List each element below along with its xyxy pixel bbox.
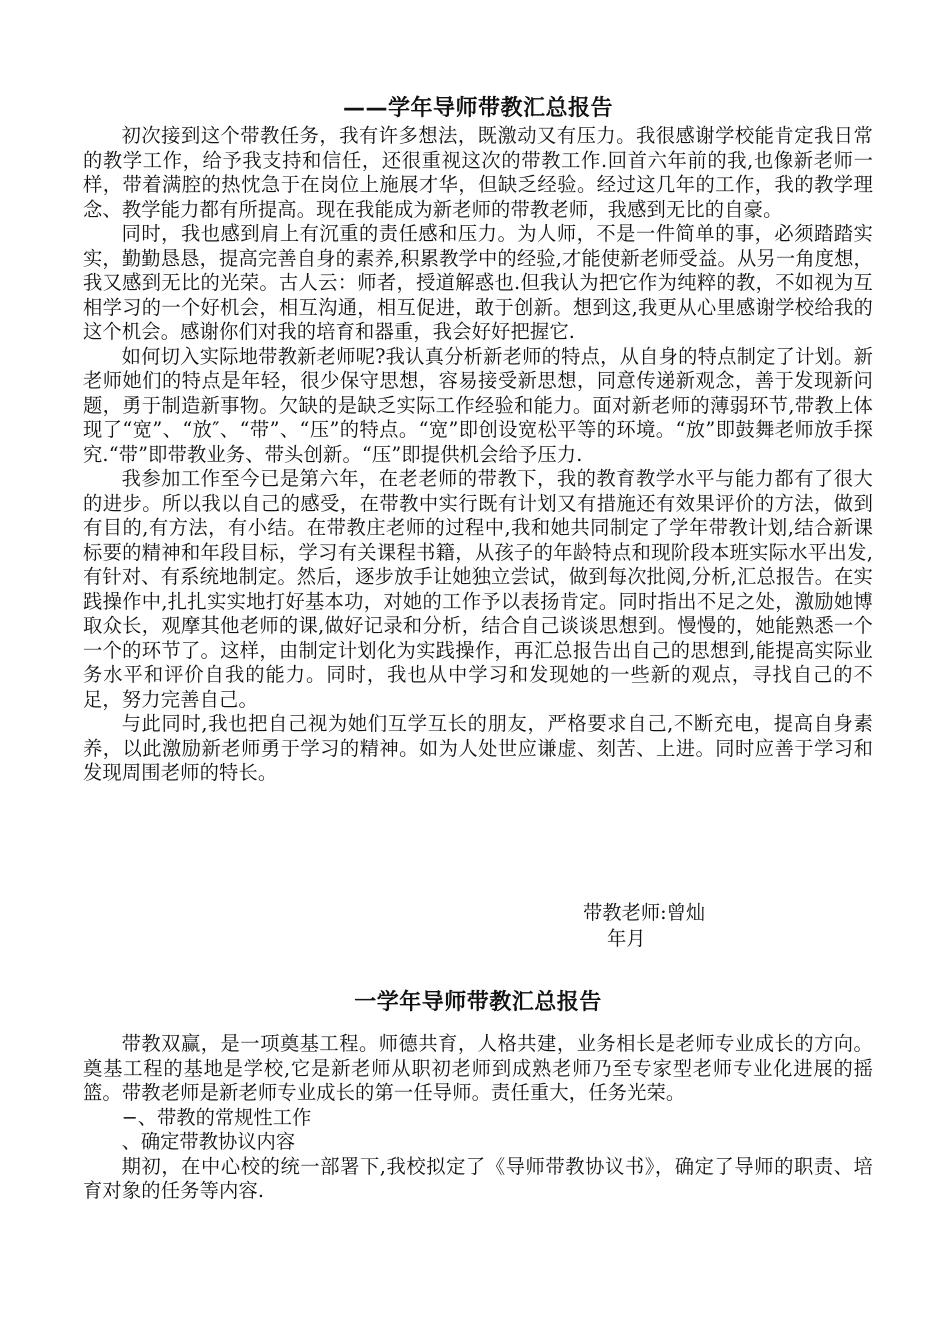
sub-heading: 、确定带教协议内容	[121, 1130, 296, 1153]
report-body-2	[83, 1032, 873, 1204]
signature-date: 年月	[607, 927, 646, 950]
signature-name: 带教老师:曾灿	[583, 901, 706, 924]
signature-block	[583, 900, 705, 952]
paragraph: 如何切入实际地带教新老师呢?我认真分析新老师的特点，从自身的特点制定了计划。新老师她们的特点是年轻，很少保守思想，容易接受新思想，同意传递新观念，善于发现新问题，勇于制造新事物。欠缺的是缺乏实际工作经验和能力。面对新老师的薄弱环节,带教上体现了“宽”、“放″、“带”、“压”的特点。“宽”即创设宽松平等的环境。“放”即鼓舞老师放手探究.“带”即带教业务、带头创新。“压”即提供机会给予压力.	[83, 344, 873, 466]
paragraph: 同时，我也感到肩上有沉重的责任感和压力。为人师，不是一件简单的事，必须踏踏实实，勤勤恳恳，提高完善自身的素养,积累教学中的经验,才能使新老师受益。从另一角度想，我又感到无比的光荣。古人云：师者，授道解惑也.但我认为把它作为纯粹的教，不如视为互相学习的一个好机会，相互沟通，相互促进，敢于创新。想到这,我更从心里感谢学校给我的这个机会。感谢你们对我的培育和器重，我会好好把握它.	[83, 222, 873, 343]
paragraph: 带教双赢，是一项奠基工程。师德共育，人格共建，业务相长是老师专业成长的方向。奠基工程的基地是学校,它是新老师从职初老师到成熟老师乃至专家型老师专业化进展的摇篮。带教老师是新老师专业成长的第一任导师。责任重大，任务光荣。	[83, 1032, 873, 1104]
report-body-1	[83, 124, 873, 786]
paragraph: 我参加工作至今已是第六年，在老老师的带教下，我的教育教学水平与能力都有了很大的进步。所以我以自己的感受，在带教中实行既有计划又有措施还有效果评价的方法，做到有目的,有方法，有小结。在带教庄老师的过程中,我和她共同制定了学年带教计划,结合新课标要的精神和年段目标，学习有关课程书籍，从孩子的年龄特点和现阶段本班实际水平出发,有针对、有系统地制定。然后，逐步放手让她独立尝试，做到每次批阅,分析,汇总报告。在实践操作中,扎扎实实地打好基本功，对她的工作予以表扬肯定。同时指出不足之处，激励她博取众长，观摩其他老师的课,做好记录和分析，结合自己谈谈思想到。慢慢的，她能熟悉一个一个的环节了。这样，由制定计划化为实践操作，再汇总报告出自己的思想到,能提高实际业务水平和评价自我的能力。同时，我也从中学习和发现她的一些新的观点，寻找自己的不足，努力完善自己。	[83, 467, 873, 711]
paragraph: 与此同时,我也把自己视为她们互学互长的朋友，严格要求自己,不断充电，提高自身素养，以此激励新老师勇于学习的精神。如为人处世应谦虚、刻苦、上进。同时应善于学习和发现周围老师的特长。	[83, 712, 873, 784]
report-title-2: 一学年导师带教汇总报告	[354, 990, 602, 1015]
paragraph: 期初，在中心校的统一部署下,我校拟定了《导师带教协议书》，确定了导师的职责、培育对象的任务等内容.	[83, 1154, 873, 1202]
section-heading: −、带教的常规性工作	[121, 1105, 312, 1129]
report-title-1: ——学年导师带教汇总报告	[342, 96, 613, 121]
paragraph: 初次接到这个带教任务，我有许多想法，既激动又有压力。我很感谢学校能肯定我日常的教学工作，给予我支持和信任，还很重视这次的带教工作.回首六年前的我,也像新老师一样，带着满腔的热忱急于在岗位上施展才华，但缺乏经验。经过这几年的工作，我的教学理念、教学能力都有所提高。现在我能成为新老师的带教老师，我感到无比的自豪。	[83, 124, 873, 221]
